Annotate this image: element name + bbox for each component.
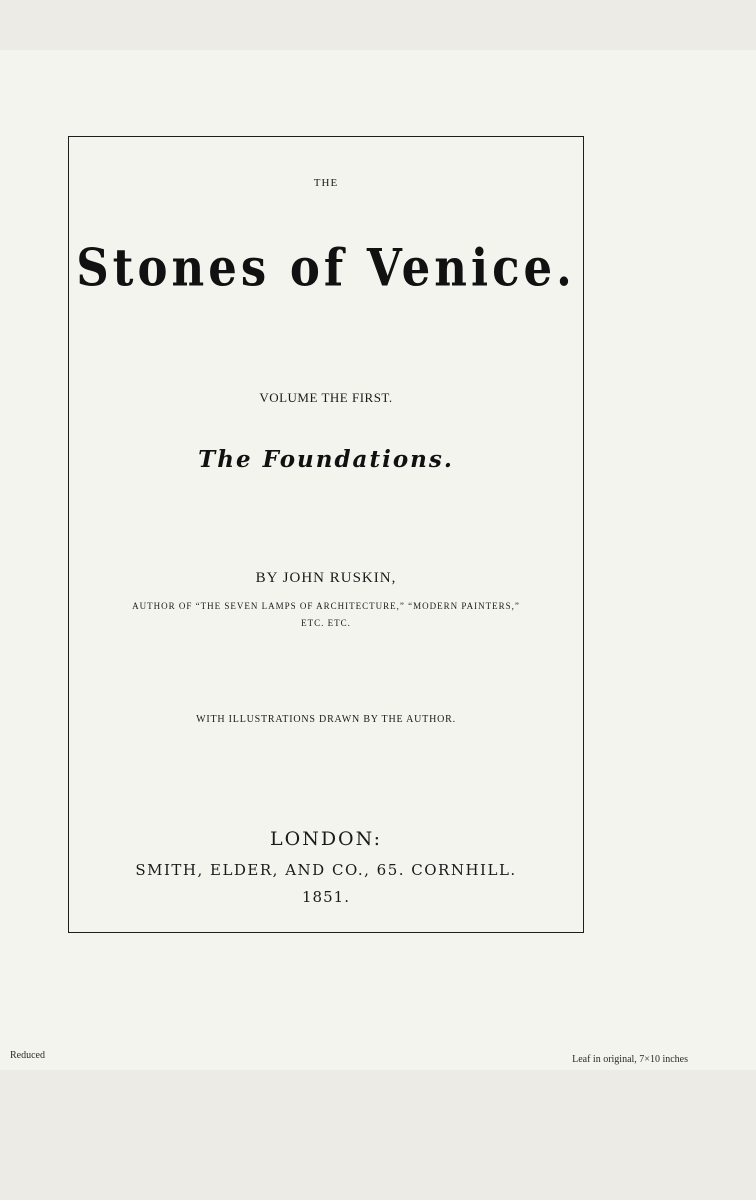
author-etc: ETC. ETC. [301,618,351,628]
illustrations-note: WITH ILLUSTRATIONS DRAWN BY THE AUTHOR. [196,714,456,725]
caption-leaf-size: Leaf in original, 7×10 inches [572,1054,688,1065]
the-label: THE [313,177,339,189]
subtitle: The Foundations. [198,446,454,473]
publisher: SMITH, ELDER, AND CO., 65. CORNHILL. [135,861,517,879]
publication-year: 1851. [302,888,350,906]
title-page-frame [68,136,584,933]
caption-reduced: Reduced [10,1050,45,1061]
volume-label: VOLUME THE FIRST. [259,390,393,405]
author-works: AUTHOR OF “THE SEVEN LAMPS OF ARCHITECTURE,” “MODERN PAINTERS,” [132,601,520,611]
main-title: Stones of Venice. [76,237,576,298]
author-line: BY JOHN RUSKIN, [255,570,397,586]
publication-place: LONDON: [270,828,382,850]
